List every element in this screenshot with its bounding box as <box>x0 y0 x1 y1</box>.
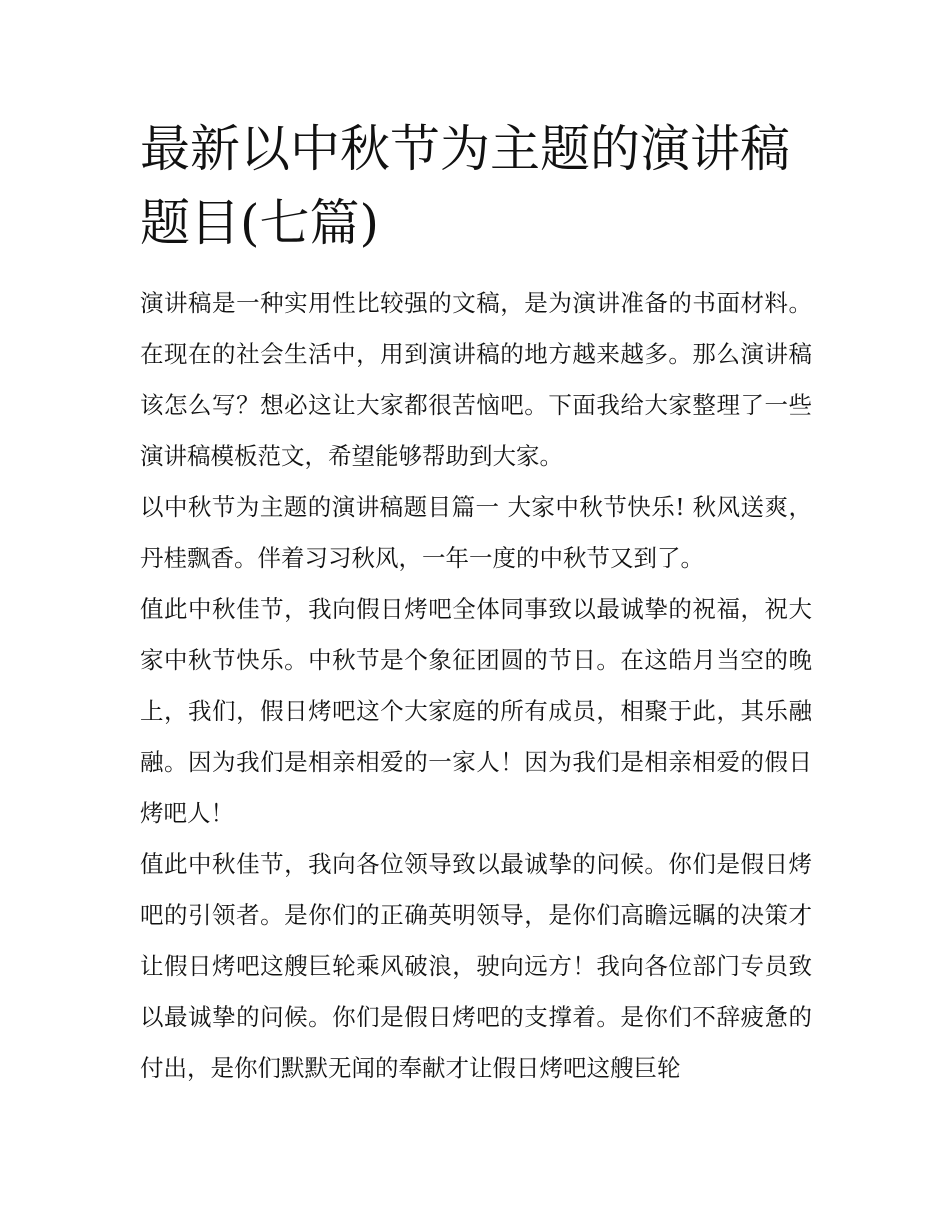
paragraph-opening: 以中秋节为主题的演讲稿题目篇一 大家中秋节快乐! 秋风送爽，丹桂飘香。伴着习习秋风，一年一度的中秋节又到了。 <box>140 493 812 572</box>
document-title: 最新以中秋节为主题的演讲稿题目(七篇) <box>140 120 790 252</box>
document-content <box>140 112 812 1094</box>
paragraph-colleagues: 值此中秋佳节，我向假日烤吧全体同事致以最诚挚的祝福，祝大家中秋节快乐。中秋节是个象征团圆的节日。在这皓月当空的晚上，我们，假日烤吧这个大家庭的所有成员，相聚于此，其乐融融。因为我们是相亲相爱的一家人！因为我们是相亲相爱的假日烤吧人！ <box>140 595 812 827</box>
paragraph-intro: 演讲稿是一种实用性比较强的文稿，是为演讲准备的书面材料。在现在的社会生活中，用到演讲稿的地方越来越多。那么演讲稿该怎么写？想必这让大家都很苦恼吧。下面我给大家整理了一些演讲稿模板范文，希望能够帮助到大家。 <box>140 289 812 470</box>
paragraph-leaders: 值此中秋佳节，我向各位领导致以最诚挚的问候。你们是假日烤吧的引领者。是你们的正确英明领导，是你们高瞻远瞩的决策才让假日烤吧这艘巨轮乘风破浪，驶向远方！我向各位部门专员致以最诚挚的问候。你们是假日烤吧的支撑着。是你们不辞疲惫的付出，是你们默默无闻的奉献才让假日烤吧这艘巨轮 <box>140 850 812 1082</box>
